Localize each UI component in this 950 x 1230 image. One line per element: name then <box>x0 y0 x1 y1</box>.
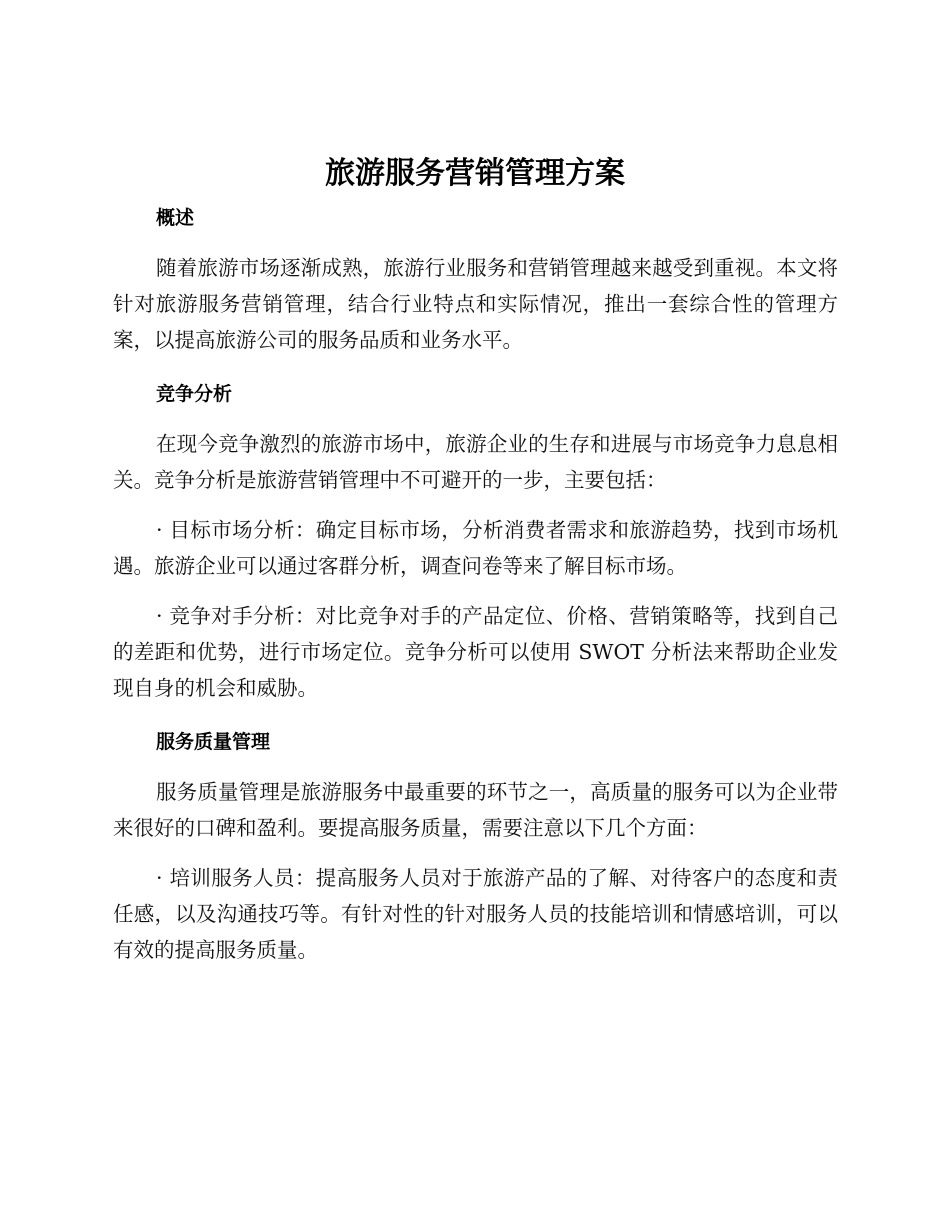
document-body <box>113 200 838 968</box>
paragraph: 服务质量管理是旅游服务中最重要的环节之一，高质量的服务可以为企业带来很好的口碑和盈利。要提高服务质量，需要注意以下几个方面： <box>113 780 838 840</box>
bullet-paragraph: · 竞争对手分析：对比竞争对手的产品定位、价格、营销策略等，找到自己的差距和优势，进行市场定位。竞争分析可以使用 SWOT 分析法来帮助企业发现自身的机会和威胁。 <box>113 604 838 700</box>
paragraph: 在现今竞争激烈的旅游市场中，旅游企业的生存和进展与市场竞争力息息相关。竞争分析是旅游营销管理中不可避开的一步，主要包括： <box>113 432 838 492</box>
bullet-paragraph: · 培训服务人员：提高服务人员对于旅游产品的了解、对待客户的态度和责任感，以及沟通技巧等。有针对性的针对服务人员的技能培训和情感培训，可以有效的提高服务质量。 <box>113 866 838 962</box>
section-competition-analysis <box>113 376 838 706</box>
section-heading: 概述 <box>156 207 195 229</box>
document-title: 旅游服务营销管理方案 <box>325 156 625 191</box>
section-overview <box>113 200 838 358</box>
section-service-quality <box>113 724 838 968</box>
bullet-paragraph: · 目标市场分析：确定目标市场，分析消费者需求和旅游趋势，找到市场机遇。旅游企业可以通过客群分析，调查问卷等来了解目标市场。 <box>113 518 838 578</box>
section-heading: 竞争分析 <box>156 383 233 405</box>
section-heading: 服务质量管理 <box>156 731 271 753</box>
paragraph: 随着旅游市场逐渐成熟，旅游行业服务和营销管理越来越受到重视。本文将针对旅游服务营销管理，结合行业特点和实际情况，推出一套综合性的管理方案，以提高旅游公司的服务品质和业务水平。 <box>113 256 838 352</box>
